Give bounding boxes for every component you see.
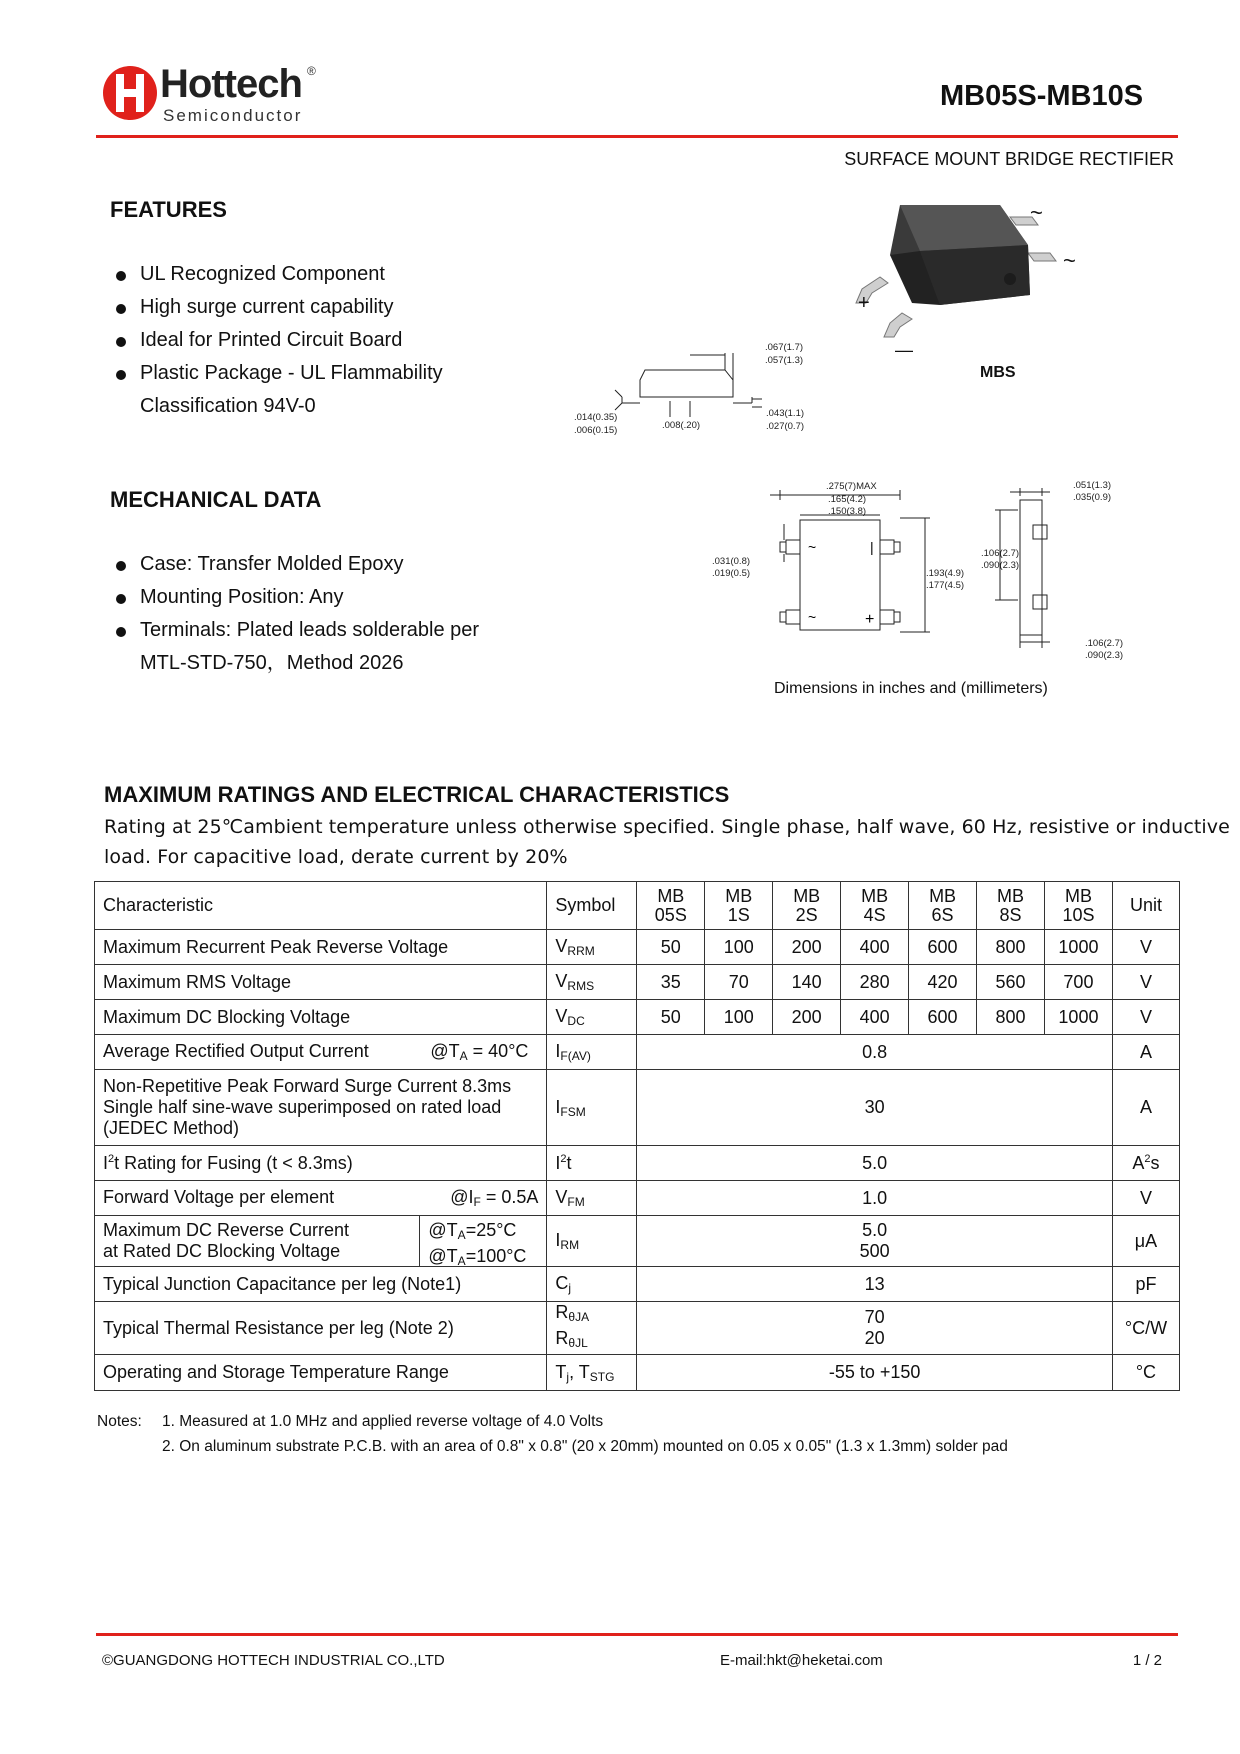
header-unit: Unit xyxy=(1112,882,1179,930)
mechanical-heading: MECHANICAL DATA xyxy=(110,487,322,512)
logo-mark-icon xyxy=(102,62,158,124)
header-divider xyxy=(96,135,1178,138)
logo-subtitle: Semiconductor xyxy=(163,106,303,125)
dim-label: .051(1.3) xyxy=(1073,480,1112,491)
header-symbol: Symbol xyxy=(547,882,637,930)
dim-label: .006(0.15) xyxy=(574,425,618,436)
footer-divider xyxy=(96,1633,1178,1636)
header-part: MB 10S xyxy=(1044,882,1112,930)
bullet-icon xyxy=(116,594,126,604)
header-part: MB 4S xyxy=(841,882,909,930)
dim-label: .057(1.3) xyxy=(765,355,804,366)
dimensions-caption: Dimensions in inches and (millimeters) xyxy=(774,680,1048,697)
dim-label: .090(2.3) xyxy=(1085,650,1124,661)
table-row: Non-Repetitive Peak Forward Surge Current 8.3ms Single half sine-wave superimposed on rated load (JEDEC Method) $I_{FSM}$ 30 A xyxy=(95,1070,1180,1146)
table-row: Maximum DC Blocking Voltage $V_{DC}$ 50 100 200 400 600 800 1000 V xyxy=(95,1000,1180,1035)
header-part: MB 8S xyxy=(977,882,1045,930)
header-part: MB 6S xyxy=(909,882,977,930)
ratings-table xyxy=(94,881,1180,1391)
bullet-icon xyxy=(116,337,126,347)
dim-label: .043(1.1) xyxy=(766,408,805,419)
header-part: MB 2S xyxy=(773,882,841,930)
list-item: Ideal for Printed Circuit Board xyxy=(110,324,443,357)
ratings-heading: MAXIMUM RATINGS AND ELECTRICAL CHARACTERISTICS xyxy=(104,782,730,807)
product-subtitle: SURFACE MOUNT BRIDGE RECTIFIER xyxy=(844,149,1174,169)
table-row: Maximum DC Reverse Current at Rated DC Blocking Voltage $@T_A=25^\circ C$ $@T_A=100^\circ C$ $I_{RM}$ 5.0 500 μA xyxy=(95,1216,1180,1267)
dim-label: .165(4.2) xyxy=(828,494,867,505)
logo-registered-mark: ® xyxy=(307,64,316,78)
table-row: Typical Junction Capacitance per leg (Note1) $C_j$ 13 pF xyxy=(95,1267,1180,1302)
dim-label: .150(3.8) xyxy=(828,506,867,517)
pin-ac2-label: ~ xyxy=(1063,248,1076,273)
dim-label: .027(0.7) xyxy=(766,421,805,432)
footer-email: E-mail:hkt@heketai.com xyxy=(720,1652,883,1669)
header-part: MB 05S xyxy=(637,882,705,930)
package-label: MBS xyxy=(980,364,1016,381)
mechanical-list xyxy=(110,548,479,680)
ratings-note: Rating at 25℃ambient temperature unless otherwise specified. Single phase, half wave, 60 Hz, resistive or inductive load. For capacitive load, derate current by 20% xyxy=(104,816,1230,868)
part-number-title: MB05S-MB10S xyxy=(940,80,1144,112)
list-item: Plastic Package - UL Flammability xyxy=(110,357,443,390)
bullet-icon xyxy=(116,304,126,314)
dim-label: .106(2.7) xyxy=(1085,638,1124,649)
footer-page-number: 1 / 2 xyxy=(1132,1652,1162,1669)
table-row: Operating and Storage Temperature Range $T_j$, $T_{STG}$ -55 to +150 °C xyxy=(95,1355,1180,1391)
list-item: Case: Transfer Molded Epoxy xyxy=(110,548,479,581)
notes-label: Notes: xyxy=(97,1413,142,1430)
dim-label: .019(0.5) xyxy=(712,568,751,579)
list-item-continuation: MTL-STD-750，Method 2026 xyxy=(140,652,404,674)
features-heading: FEATURES xyxy=(110,197,227,222)
table-row: $I^2t$ Rating for Fusing (t < 8.3ms) $I^2t$ 5.0 $A^2s$ xyxy=(95,1146,1180,1181)
side-view-dims xyxy=(570,335,830,440)
pin-ac1-label: ~ xyxy=(1030,200,1043,225)
outline-drawing xyxy=(700,470,1140,670)
bullet-icon xyxy=(116,370,126,380)
table-row: Typical Thermal Resistance per leg (Note 2) $R_{\theta JA}$ $R_{\theta JL}$ 70 20 °C/W xyxy=(95,1302,1180,1355)
dim-label: .008(.20) xyxy=(662,420,701,431)
dim-label: .035(0.9) xyxy=(1073,492,1112,503)
list-item: Terminals: Plated leads solderable per xyxy=(110,614,479,647)
list-item: UL Recognized Component xyxy=(110,258,443,291)
table-row: Maximum Recurrent Peak Reverse Voltage $V_{RRM}$ 50 100 200 400 600 800 1000 V xyxy=(95,930,1180,965)
notes xyxy=(97,1409,1008,1459)
outline-minus-mark: | xyxy=(870,539,874,555)
header-part: MB 1S xyxy=(705,882,773,930)
footer-company: ©GUANGDONG HOTTECH INDUSTRIAL CO.,LTD xyxy=(102,1652,445,1669)
pin-plus-label: + xyxy=(858,292,870,314)
list-item: Mounting Position: Any xyxy=(110,581,479,614)
list-item-continuation: Classification 94V-0 xyxy=(140,395,316,417)
table-row: Average Rectified Output Current $@T_A = 40^\circ C$ $I_{F(AV)}$ 0.8 A xyxy=(95,1035,1180,1070)
list-item: High surge current capability xyxy=(110,291,443,324)
table-row: Maximum RMS Voltage $V_{RMS}$ 35 70 140 280 420 560 700 V xyxy=(95,965,1180,1000)
dim-label: .014(0.35) xyxy=(574,412,618,423)
logo-name: Hottech xyxy=(160,62,302,106)
note-1: 1. Measured at 1.0 MHz and applied reverse voltage of 4.0 Volts xyxy=(162,1413,604,1430)
outline-plus-mark: + xyxy=(865,611,875,628)
outline-tilde-mark: ~ xyxy=(808,539,817,555)
dim-label: .177(4.5) xyxy=(926,580,965,591)
bullet-icon xyxy=(116,561,126,571)
features-list xyxy=(110,258,443,423)
note-2: 2. On aluminum substrate P.C.B. with an area of 0.8" x 0.8" (20 x 20mm) mounted on 0.05 x 0.05" (1.3 x 1.3mm) solder pad xyxy=(162,1438,1008,1455)
bullet-icon xyxy=(116,271,126,281)
header-characteristic: Characteristic xyxy=(95,882,547,930)
bullet-icon xyxy=(116,627,126,637)
dim-label: .275(7)MAX xyxy=(826,481,877,492)
table-row: Forward Voltage per element $@I_F = 0.5A$ $V_{FM}$ 1.0 V xyxy=(95,1181,1180,1216)
dim-label: .193(4.9) xyxy=(926,568,965,579)
dim-label: .090(2.3) xyxy=(981,560,1020,571)
outline-tilde-mark: ~ xyxy=(808,609,817,625)
dim-label: .031(0.8) xyxy=(712,556,751,567)
pin-minus-label: — xyxy=(895,340,913,360)
dim-label: .106(2.7) xyxy=(981,548,1020,559)
table-header-row xyxy=(95,882,1180,930)
dim-label: .067(1.7) xyxy=(765,342,804,353)
package-render xyxy=(850,195,1090,365)
